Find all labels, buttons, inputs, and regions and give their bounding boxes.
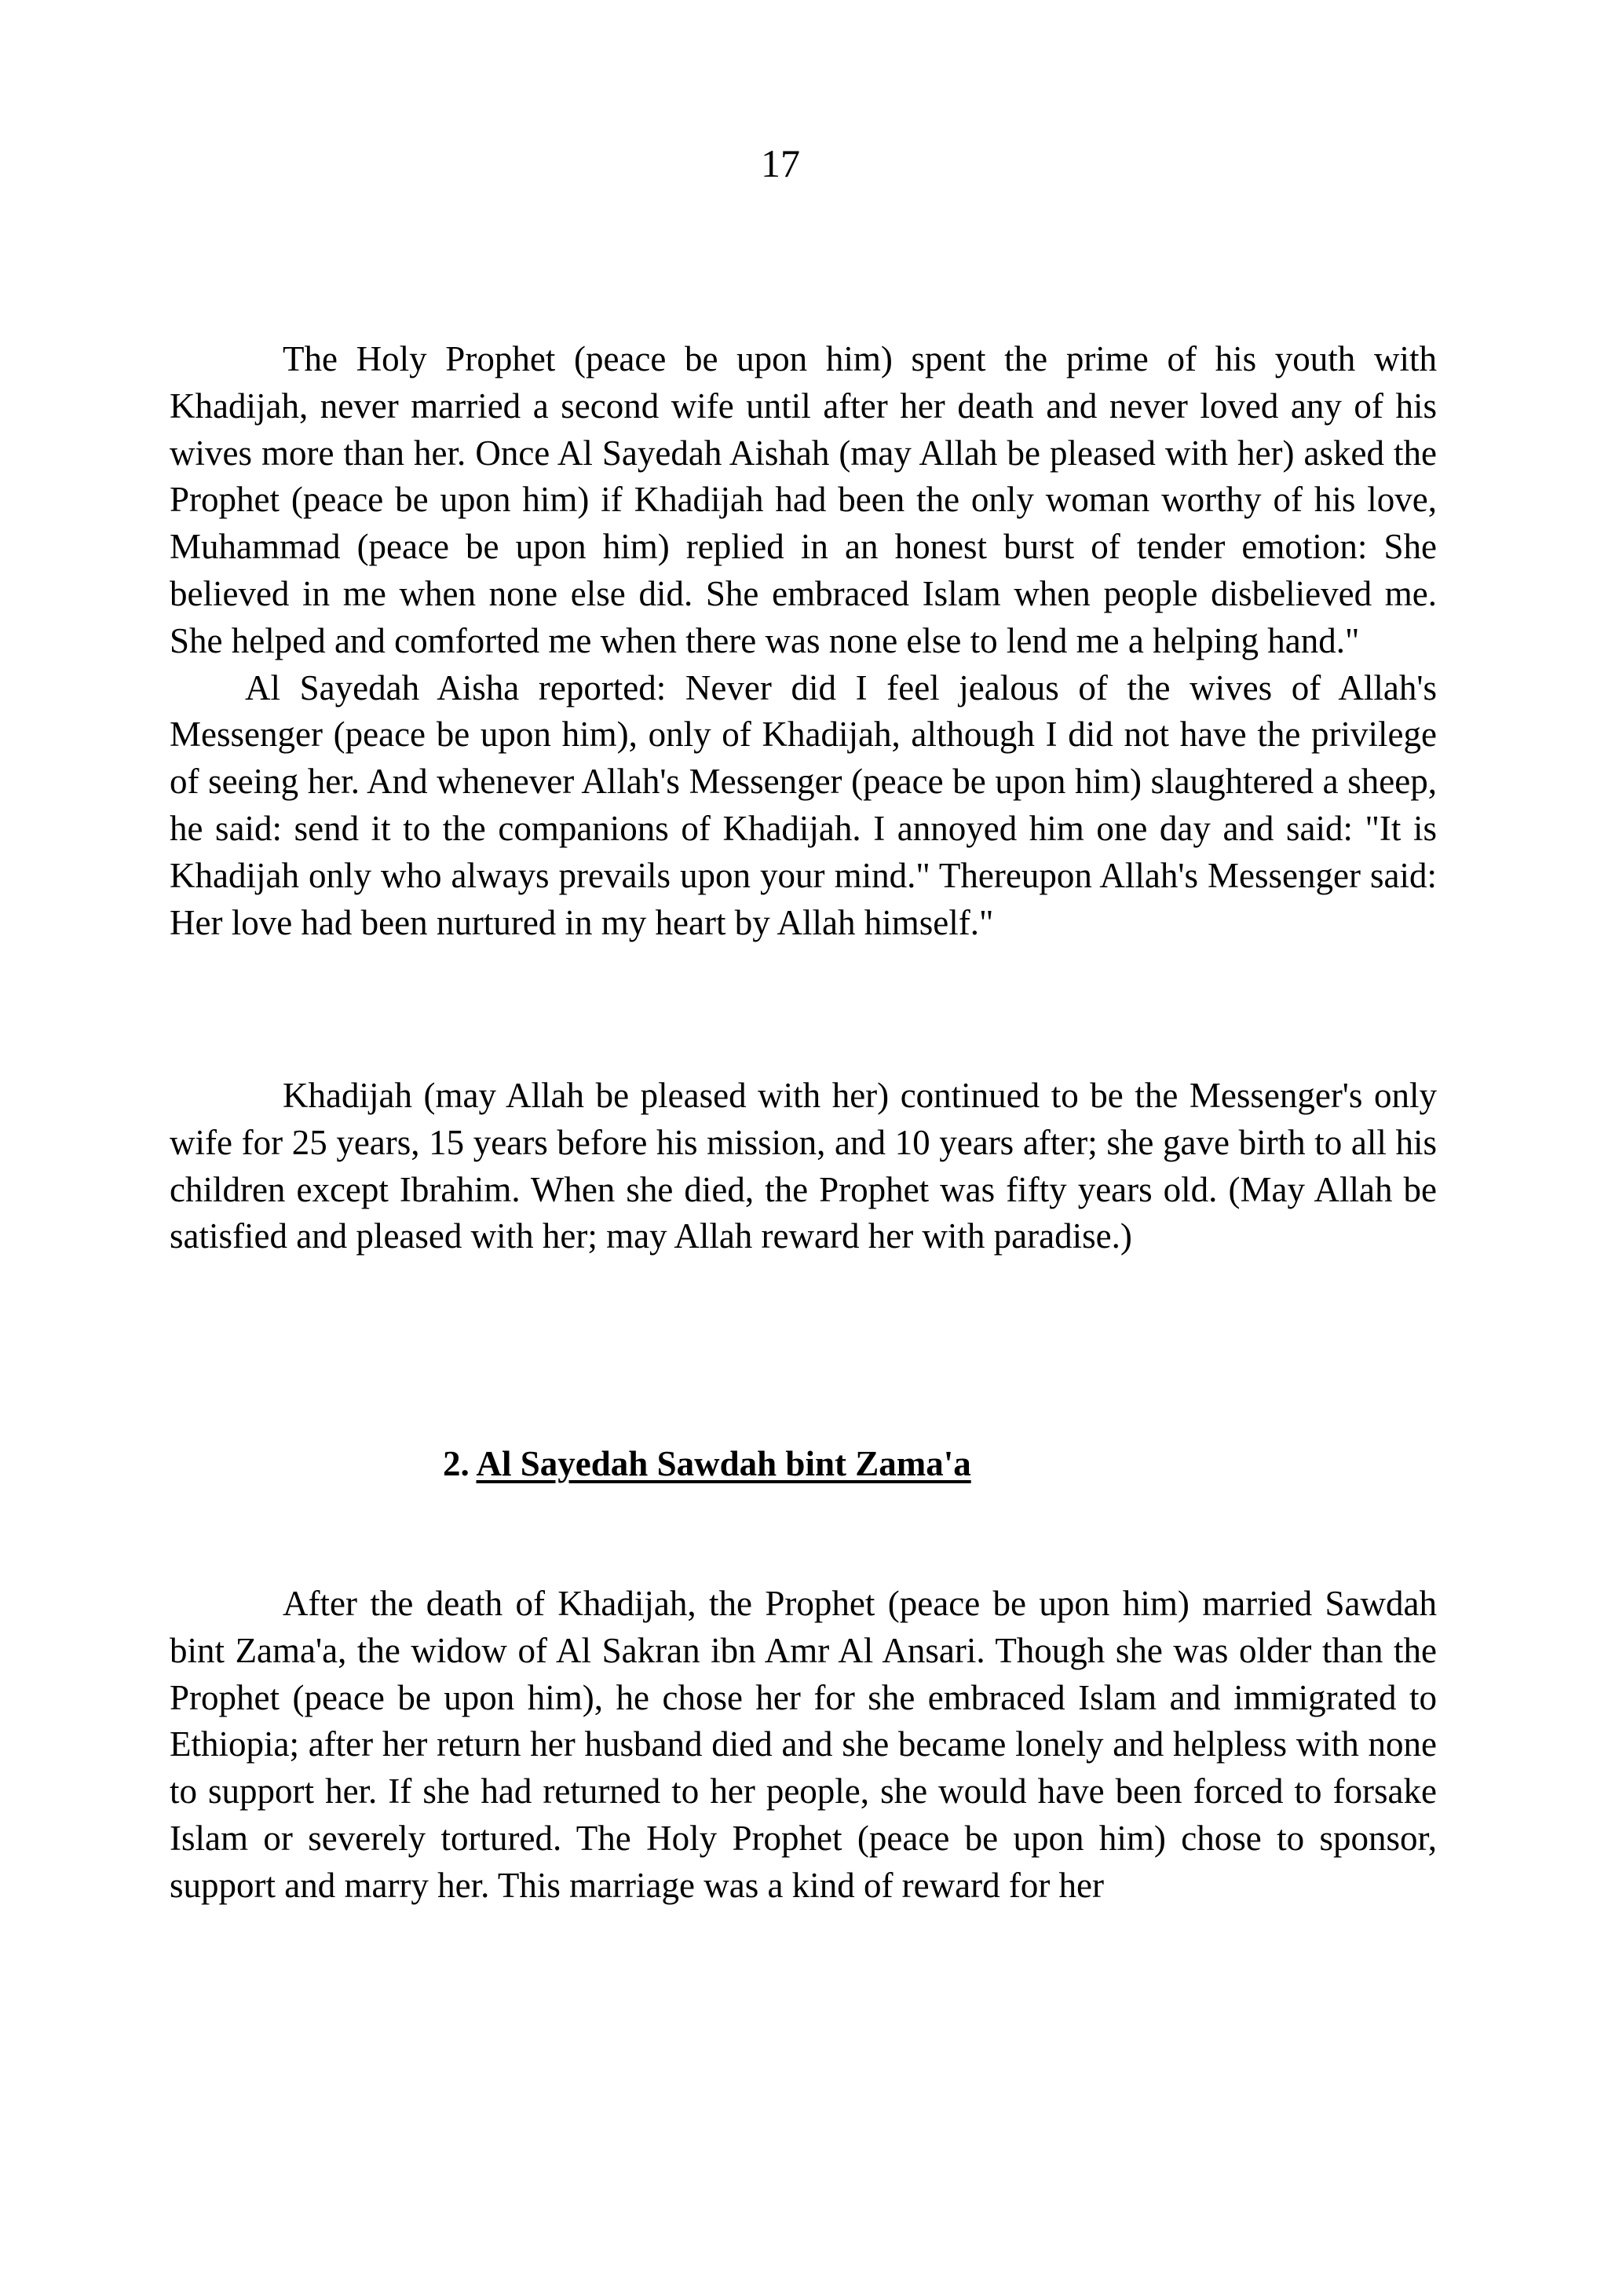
paragraph-aisha-report: Al Sayedah Aisha reported: Never did I feel jealous of the wives of Allah's Messenger (peace be upon him), only of Khadijah, although I did not have the privilege of seeing her. And whenever Allah's Messenger (peace be upon him) slaughtered a sheep, he said: send it to the companions of Khadijah. I annoyed him one day and said: "It is Khadijah only who always prevails upon your mind." Thereupon Allah's Messenger said: Her love had been nurtured in my heart by Allah himself." (170, 667, 1437, 942)
section-number: 2. (443, 1444, 470, 1483)
text-block-sawdah (170, 1581, 1437, 1910)
page-number: 17 (761, 141, 800, 185)
text-block-khadijah-wife (170, 1073, 1437, 1260)
section-title: Al Sayedah Sawdah bint Zama'a (476, 1444, 971, 1483)
paragraph-only-wife: Khadijah (may Allah be pleased with her) continued to be the Messenger's only wife for 25 years, 15 years before his mission, and 10 years after; she gave birth to all his children except Ibrahim. When she died, the Prophet was fifty years old. (May Allah be satisfied and pleased with her; may Allah reward her with paradise.) (170, 1076, 1437, 1256)
section-heading (443, 1440, 971, 1487)
paragraph-sawdah-marriage: After the death of Khadijah, the Prophet (peace be upon him) married Sawdah bint Zama'a, the widow of Al Sakran ibn Amr Al Ansari. Though she was older than the Prophet (peace be upon him), he chose her for she embraced Islam and immigrated to Ethiopia; after her return her husband died and she became lonely and helpless with none to support her. If she had returned to her people, she would have been forced to forsake Islam or severely tortured. The Holy Prophet (peace be upon him) chose to sponsor, support and marry her. This marriage was a kind of reward for her (170, 1584, 1437, 1905)
text-block-khadijah (170, 336, 1437, 946)
paragraph-prophet-youth: The Holy Prophet (peace be upon him) spent the prime of his youth with Khadijah, never married a second wife until after her death and never loved any of his wives more than her. Once Al Sayedah Aishah (may Allah be pleased with her) asked the Prophet (peace be upon him) if Khadijah had been the only woman worthy of his love, Muhammad (peace be upon him) replied in an honest burst of tender emotion: She believed in me when none else did. She embraced Islam when people disbelieved me. She helped and comforted me when there was none else to lend me a helping hand." (170, 339, 1437, 660)
